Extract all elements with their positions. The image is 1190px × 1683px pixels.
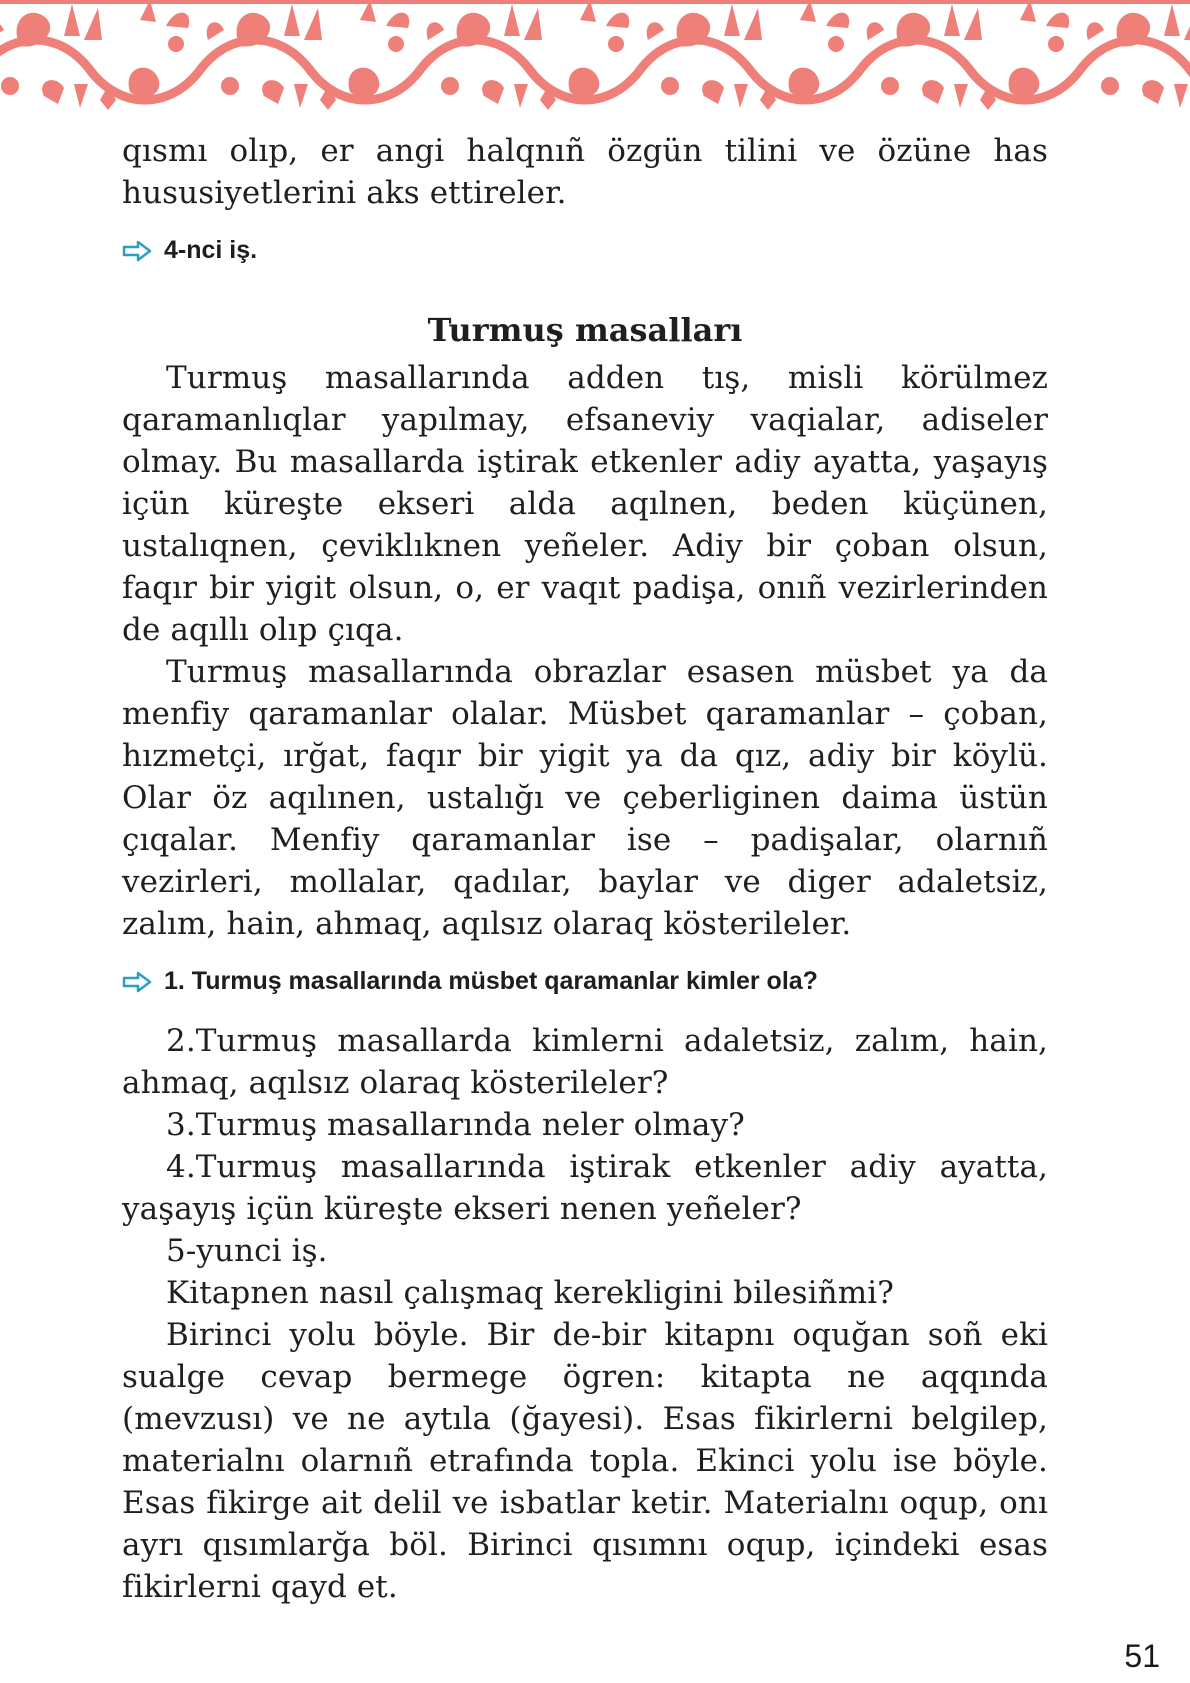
intro-text: qısmı olıp, er angi halqnıñ özgün tilini ve özüne has hususiyetlerini aks ettireler. <box>122 133 1048 211</box>
page-content <box>122 130 1048 1608</box>
question-3: 3.Turmuş masallarında neler olmay? <box>166 1107 745 1143</box>
task-5-label: 5-yunci iş. <box>166 1233 328 1269</box>
task-5-question: Kitapnen nasıl çalışmaq kerekligini bilesiñmi? <box>166 1275 894 1311</box>
paragraph-1: Turmuş masallarında adden tış, misli körülmez qaramanlıqlar yapılmay, efsaneviy vaqialar, adiseler olmay. Bu masallarda iştirak etkenler adiy ayatta, yaşayış içün küreşte ekseri alda aqılnen, beden küçünen, ustalıqnen, çeviklıknen yeñeler. Adiy bir çoban olsun, faqır bir yigit olsun, o, er vaqıt padişa, onıñ vezirlerinden de aqıllı olıp çıqa. <box>122 360 1048 648</box>
paragraph-3: Birinci yolu böyle. Bir de-bir kitapnı oquğan soñ eki sualge cevap bermege ögren: kitapta ne aqqında (mevzusı) ve ne aytıla (ğayesi). Esas fikirlerni belgilep, materialnı olarnıñ etrafında topla. Ekinci yolu ise böyle. Esas fikirge ait delil ve isbatlar ketir. Materialnı oqup, onı ayrı qısımlarğa böl. Birinci qısımnı oqup, içindeki esas fikirlerni qayd et. <box>122 1317 1048 1605</box>
question-1-label: 1. Turmuş masallarında müsbet qaramanlar kimler ola? <box>164 967 818 995</box>
floral-ornament-border <box>0 0 1190 112</box>
page-number: 51 <box>1124 1638 1160 1674</box>
arrow-right-icon <box>122 971 152 993</box>
paragraph-2: Turmuş masallarında obrazlar esasen müsbet ya da menfiy qaramanlar olalar. Müsbet qaramanlar – çoban, hızmetçi, ırğat, faqır bir yigit ya da qız, adiy bir köylü. Olar öz aqılınen, ustalığı ve çeberliginen daima üstün çıqalar. Menfiy qaramanlar ise – padişalar, olarnıñ vezirleri, mollalar, qadılar, baylar ve diger adaletsiz, zalım, hain, ahmaq, aqılsız olaraq kösterileler. <box>122 654 1048 942</box>
arrow-right-icon <box>122 240 152 262</box>
question-1-heading <box>122 967 1048 996</box>
task-4-label: 4-nci iş. <box>164 236 258 264</box>
question-4: 4.Turmuş masallarında iştirak etkenler adiy ayatta, yaşayış içün küreşte ekseri nenen yeñeler? <box>122 1149 1048 1227</box>
question-2: 2.Turmuş masallarda kimlerni adaletsiz, zalım, hain, ahmaq, aqılsız olaraq kösterileler? <box>122 1023 1048 1101</box>
section-title: Turmuş masalları <box>427 311 743 349</box>
task-4-heading <box>122 236 1048 265</box>
